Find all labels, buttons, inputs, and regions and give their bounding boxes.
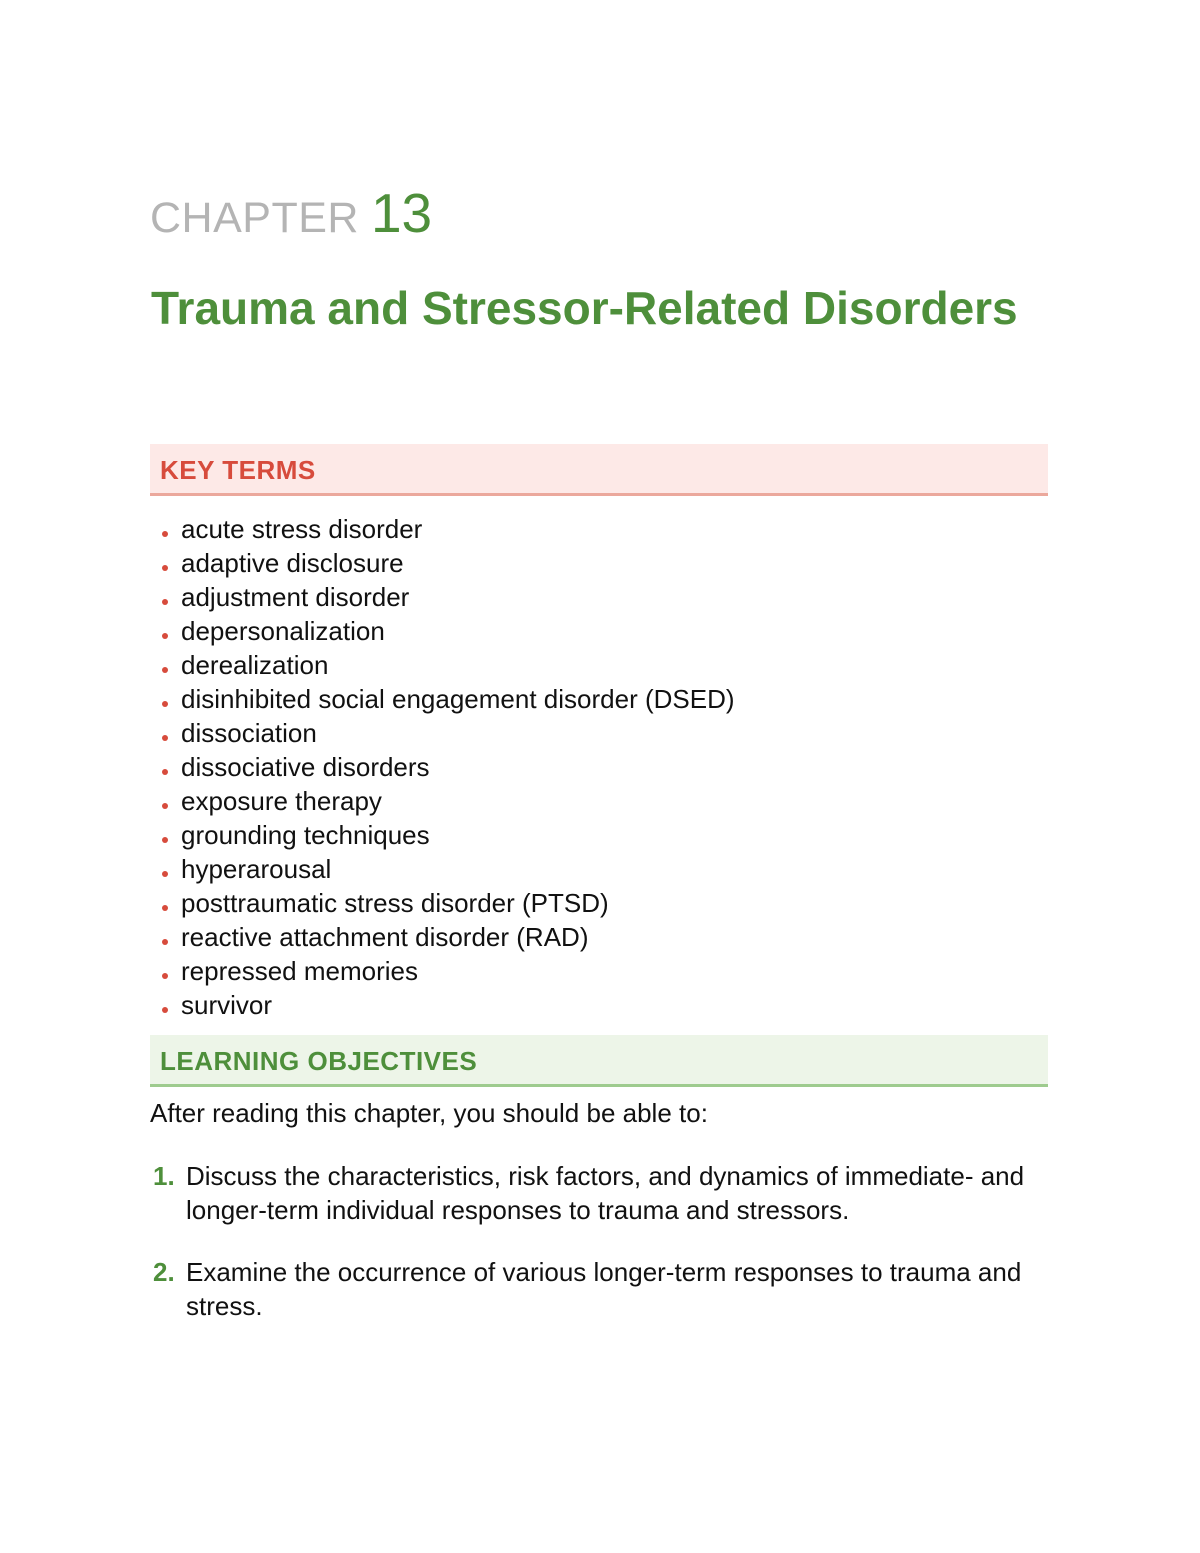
key-term-item: [160, 886, 735, 920]
key-term-text: disinhibited social engagement disorder (DSED): [181, 684, 735, 714]
key-term-item: [160, 852, 735, 886]
key-term-item: [160, 546, 735, 580]
bullet-icon: [162, 633, 168, 639]
bullet-icon: [162, 565, 168, 571]
key-term-item: [160, 682, 735, 716]
bullet-icon: [162, 667, 168, 673]
objective-text: Examine the occurrence of various longer-term responses to trauma and stress.: [186, 1257, 1022, 1321]
key-terms-list: [160, 512, 735, 1022]
key-term-text: depersonalization: [181, 616, 385, 646]
objectives-intro: After reading this chapter, you should be able to:: [150, 1098, 708, 1128]
key-term-item: [160, 580, 735, 614]
key-term-item: [160, 512, 735, 546]
bullet-icon: [162, 973, 168, 979]
objective-item: [150, 1255, 1030, 1323]
key-term-text: dissociative disorders: [181, 752, 430, 782]
bullet-icon: [162, 803, 168, 809]
bullet-icon: [162, 905, 168, 911]
key-term-text: posttraumatic stress disorder (PTSD): [181, 888, 609, 918]
key-term-item: [160, 648, 735, 682]
key-term-text: derealization: [181, 650, 329, 680]
objective-item: [150, 1159, 1030, 1227]
key-term-text: grounding techniques: [181, 820, 430, 850]
objective-text: Discuss the characteristics, risk factors, and dynamics of immediate- and longer-term individual responses to trauma and stressors.: [186, 1161, 1025, 1225]
bullet-icon: [162, 599, 168, 605]
objective-number: 2.: [153, 1257, 175, 1287]
key-term-text: repressed memories: [181, 956, 418, 986]
chapter-title: Trauma and Stressor-Related Disorders: [151, 282, 1018, 334]
chapter-word: CHAPTER: [150, 194, 359, 242]
bullet-icon: [162, 769, 168, 775]
key-term-item: [160, 954, 735, 988]
key-term-item: [160, 750, 735, 784]
key-term-text: reactive attachment disorder (RAD): [181, 922, 589, 952]
chapter-number: 13: [370, 182, 433, 244]
bullet-icon: [162, 531, 168, 537]
key-term-text: exposure therapy: [181, 786, 382, 816]
objectives-list: [150, 1159, 1030, 1351]
bullet-icon: [162, 939, 168, 945]
bullet-icon: [162, 1007, 168, 1013]
chapter-label: [150, 182, 433, 244]
key-term-text: adaptive disclosure: [181, 548, 404, 578]
key-term-item: [160, 614, 735, 648]
key-terms-heading: KEY TERMS: [150, 444, 1048, 496]
key-term-text: hyperarousal: [181, 854, 332, 884]
bullet-icon: [162, 701, 168, 707]
key-term-text: dissociation: [181, 718, 317, 748]
key-term-item: [160, 988, 735, 1022]
learning-objectives-heading: LEARNING OBJECTIVES: [150, 1035, 1048, 1087]
key-term-item: [160, 784, 735, 818]
bullet-icon: [162, 871, 168, 877]
bullet-icon: [162, 735, 168, 741]
objective-number: 1.: [153, 1161, 175, 1191]
key-term-item: [160, 920, 735, 954]
bullet-icon: [162, 837, 168, 843]
key-term-item: [160, 716, 735, 750]
key-term-item: [160, 818, 735, 852]
key-term-text: acute stress disorder: [181, 514, 423, 544]
key-term-text: survivor: [181, 990, 273, 1020]
key-term-text: adjustment disorder: [181, 582, 410, 612]
